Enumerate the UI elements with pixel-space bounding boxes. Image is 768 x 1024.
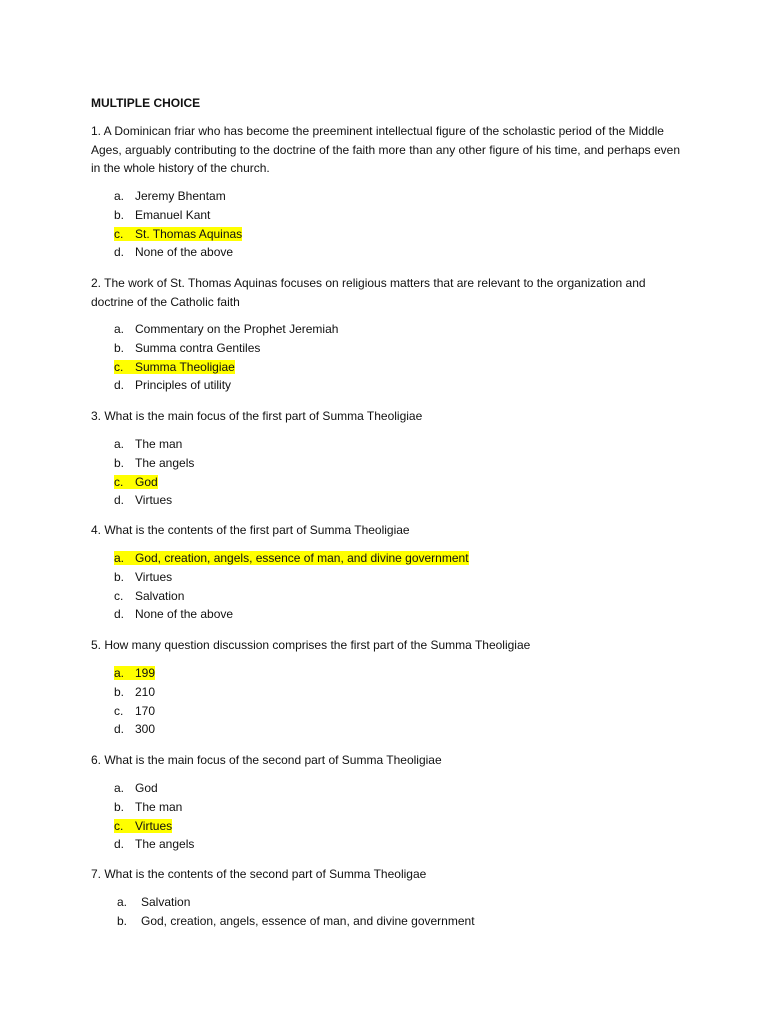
option-letter: a. [114,437,125,451]
option-c-answer [114,817,194,836]
question-6-text: 6. What is the main focus of the second part of Summa Theoligiae [91,753,442,767]
option-b [114,206,242,225]
option-text: None of the above [135,607,234,622]
question-7-options [117,893,475,931]
option-b [117,912,475,931]
option-text: Salvation [135,588,185,603]
option-letter: a. [117,895,128,909]
option-letter: c. [114,588,124,603]
option-text: Salvation [141,895,191,909]
option-letter: b. [114,207,125,222]
option-letter: d. [114,378,125,393]
option-letter: c. [114,474,124,489]
option-letter: d. [114,245,125,260]
option-letter: b. [114,799,125,814]
question-3-options [114,435,194,510]
option-letter: c. [114,359,124,374]
option-text: Virtues [135,493,173,508]
section-heading: MULTIPLE CHOICE [91,96,201,110]
option-letter: c. [114,818,124,833]
option-letter: a. [114,666,125,680]
option-text: 210 [135,684,156,699]
question-3-text: 3. What is the main focus of the first part of Summa Theoligiae [91,409,423,423]
option-letter: c. [114,226,124,241]
option-text: God, creation, angels, essence of man, and divine government [135,551,469,565]
option-text: Summa contra Gentiles [135,340,261,355]
question-2-options [114,320,338,395]
option-letter: d. [114,722,125,737]
question-1-options [114,187,242,262]
option-letter: a. [114,189,125,203]
option-text: Commentary on the Prophet Jeremiah [135,322,339,336]
option-d [114,720,155,739]
option-a-answer [114,664,155,683]
option-text: Jeremy Bhentam [135,189,226,203]
option-text: The man [135,437,183,451]
option-text: Emanuel Kant [135,207,211,222]
question-4-text: 4. What is the contents of the first part of Summa Theoligiae [91,523,410,537]
question-2-text: 2. The work of St. Thomas Aquinas focuses on religious matters that are relevant to the organization and doctrine of the Catholic faith [91,276,646,309]
option-a [117,893,475,912]
option-d [114,376,338,395]
option-letter: d. [114,493,125,508]
option-letter: b. [117,913,128,928]
option-d [114,491,194,510]
option-letter: c. [114,703,124,718]
option-d [114,605,469,624]
option-a [114,779,194,798]
option-a-answer [114,549,469,568]
option-text: Virtues [135,818,173,833]
option-b [114,454,194,473]
option-text: Principles of utility [135,378,232,393]
option-c-answer [114,358,338,377]
option-c [114,702,155,721]
option-a [114,435,194,454]
option-letter: b. [114,340,125,355]
option-letter: d. [114,837,125,852]
question-6-options [114,779,194,854]
option-a [114,320,338,339]
option-letter: a. [114,322,125,336]
option-text: 199 [135,666,156,680]
option-text: The man [135,799,183,814]
option-text: God [135,474,158,489]
option-a [114,187,242,206]
option-text: Virtues [135,569,173,584]
option-letter: b. [114,569,125,584]
option-c-answer [114,473,194,492]
option-text: St. Thomas Aquinas [135,226,243,241]
option-text: 300 [135,722,156,737]
option-b [114,339,338,358]
option-letter: b. [114,455,125,470]
option-text: The angels [135,455,195,470]
option-letter: b. [114,684,125,699]
question-5-text: 5. How many question discussion comprises the first part of the Summa Theoligiae [91,638,531,652]
question-5-options [114,664,155,739]
option-b [114,683,155,702]
option-letter: a. [114,781,125,795]
option-text: 170 [135,703,156,718]
option-b [114,568,469,587]
option-text: God, creation, angels, essence of man, and divine government [141,913,475,928]
option-text: None of the above [135,245,234,260]
option-letter: d. [114,607,125,622]
option-text: The angels [135,837,195,852]
option-letter: a. [114,551,125,565]
question-7-text: 7. What is the contents of the second part of Summa Theoligae [91,867,427,881]
option-text: God [135,781,158,795]
option-text: Summa Theoligiae [135,359,235,374]
option-b [114,798,194,817]
option-c-answer [114,225,242,244]
option-d [114,835,194,854]
option-c [114,587,469,606]
option-d [114,243,242,262]
question-4-options [114,549,469,624]
question-1-text: 1. A Dominican friar who has become the preeminent intellectual figure of the scholastic period of the Middle Ages, arguably contributing to the doctrine of the faith more than any other figure of his time, and perhaps even in the whole history of the church. [91,124,681,176]
